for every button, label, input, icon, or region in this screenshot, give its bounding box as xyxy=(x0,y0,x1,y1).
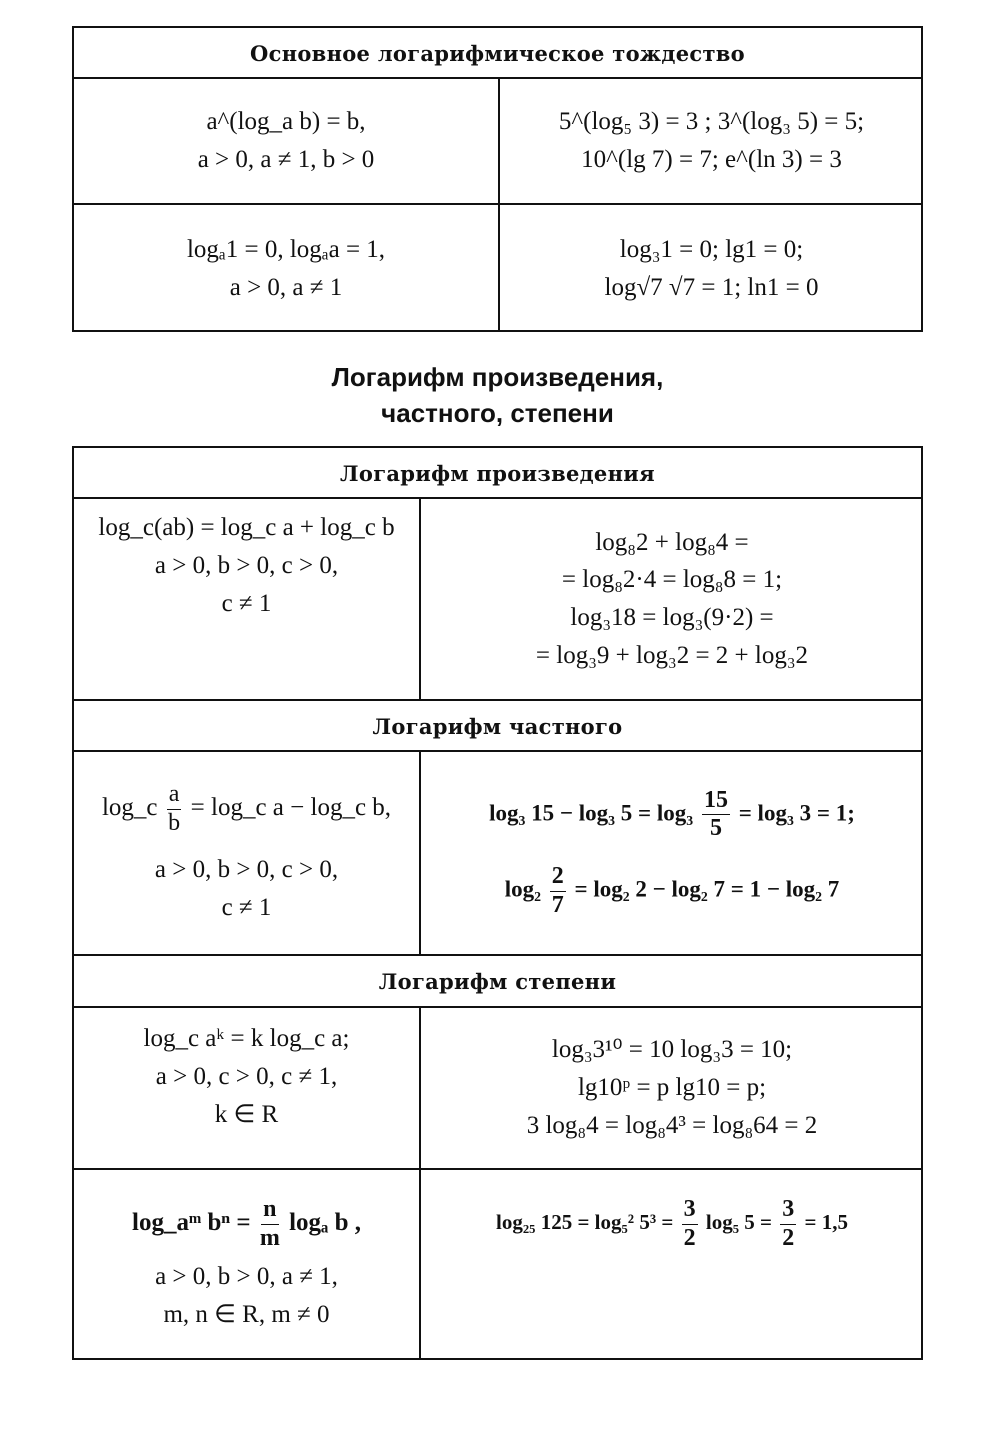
quotient-header: Логарифм частного xyxy=(372,713,623,739)
fraction-denominator: b xyxy=(168,809,181,836)
identity-example-2: 10^(lg 7) = 7; e^(ln 3) = 3 xyxy=(581,146,842,173)
quotient-example-1-suffix: = log₃ 3 = 1; xyxy=(738,800,855,826)
log-of-one-conditions: a > 0, a ≠ 1 xyxy=(229,273,343,301)
section-title-line-1: Логарифм произведения, xyxy=(331,362,664,392)
fraction-numerator: n xyxy=(261,1196,278,1225)
base-power-example-fraction-1 xyxy=(682,1196,698,1252)
product-conditions-1: a > 0, b > 0, c > 0, xyxy=(154,551,339,579)
fraction-denominator: 5 xyxy=(709,815,722,842)
quotient-example-1-fraction xyxy=(702,787,730,843)
fraction-numerator: a xyxy=(167,781,182,810)
properties-table xyxy=(72,446,923,1360)
quotient-example-2-fraction xyxy=(550,863,566,919)
base-power-fraction xyxy=(260,1196,280,1252)
log-of-one-example-2: log√7 √7 = 1; ln1 = 0 xyxy=(604,273,819,301)
power-formula: log_c aᵏ = k log_c a; xyxy=(143,1025,350,1052)
base-power-example xyxy=(496,1196,848,1252)
power-header: Логарифм степени xyxy=(378,968,617,994)
base-power-conditions-2: m, n ∈ R, m ≠ 0 xyxy=(163,1300,330,1328)
fraction-denominator: 2 xyxy=(683,1224,696,1251)
quotient-formula-prefix: log_c xyxy=(101,793,158,821)
power-conditions-1: a > 0, c > 0, c ≠ 1, xyxy=(155,1062,338,1090)
quotient-example-cell xyxy=(421,752,923,954)
base-power-formula-cell xyxy=(74,1170,419,1360)
identity-conditions: a > 0, a ≠ 1, b > 0 xyxy=(197,146,375,173)
power-example-3: 3 log₈4 = log₈4³ = log₈64 = 2 xyxy=(526,1111,818,1139)
fraction-denominator: m xyxy=(259,1224,280,1251)
base-power-example-fraction-2 xyxy=(780,1196,796,1252)
power-example-2: lg10ᵖ = p lg10 = p; xyxy=(577,1074,767,1102)
identity-example-cell xyxy=(500,79,923,203)
product-header: Логарифм произведения xyxy=(340,460,655,486)
power-formula-cell xyxy=(74,1008,419,1168)
base-power-formula xyxy=(132,1196,361,1252)
fraction-numerator: 3 xyxy=(780,1196,796,1225)
base-power-formula-prefix: log_aᵐ bⁿ = xyxy=(132,1208,251,1236)
quotient-conditions-1: a > 0, b > 0, c > 0, xyxy=(154,856,339,884)
base-power-formula-suffix: logₐ b , xyxy=(289,1208,361,1236)
product-formula: log_c(ab) = log_c a + log_c b xyxy=(98,514,395,541)
product-example-2: = log₈2·4 = log₈8 = 1; xyxy=(561,566,783,594)
quotient-example-1-prefix: log₃ 15 − log₃ 5 = log₃ xyxy=(489,800,694,826)
fraction-numerator: 2 xyxy=(550,863,566,892)
product-example-3: log₃18 = log₃(9·2) = xyxy=(570,604,774,631)
quotient-formula-suffix: = log_c a − log_c b, xyxy=(190,793,392,821)
product-example-cell xyxy=(421,499,923,699)
section-title-line-2: частного, степени xyxy=(381,398,614,428)
quotient-fraction xyxy=(167,781,182,837)
log-of-one-example-1: log₃1 = 0; lg1 = 0; xyxy=(619,235,804,263)
fraction-denominator: 2 xyxy=(782,1224,795,1251)
fraction-denominator: 7 xyxy=(551,891,564,918)
base-power-example-cell xyxy=(421,1170,923,1360)
log-of-one-cell xyxy=(74,205,498,332)
base-power-example-suffix: = 1,5 xyxy=(804,1209,848,1234)
log-of-one-example-cell xyxy=(500,205,923,332)
power-example-cell xyxy=(421,1008,923,1168)
identity-formula: a^(log_a b) = b, xyxy=(206,108,366,136)
quotient-example-1 xyxy=(489,787,855,843)
base-power-example-prefix: log₂₅ 125 = log₅² 5³ = xyxy=(496,1209,674,1234)
quotient-formula xyxy=(102,781,391,837)
identity-formula-cell xyxy=(74,79,498,203)
quotient-example-2 xyxy=(505,863,840,919)
identity-example-1: 5^(log₅ 3) = 3 ; 3^(log₃ 5) = 5; xyxy=(558,108,865,136)
base-power-example-mid: log₅ 5 = xyxy=(705,1209,772,1234)
product-example-4: = log₃9 + log₃2 = 2 + log₃2 xyxy=(535,641,809,669)
log-of-one-formula: logₐ1 = 0, logₐa = 1, xyxy=(186,235,386,263)
base-power-conditions-1: a > 0, b > 0, a ≠ 1, xyxy=(155,1263,338,1291)
product-formula-cell xyxy=(74,499,419,699)
power-conditions-2: k ∈ R xyxy=(214,1100,279,1128)
fraction-numerator: 3 xyxy=(682,1196,698,1225)
quotient-example-2-suffix: = log₂ 2 − log₂ 7 = 1 − log₂ 7 xyxy=(574,876,840,902)
quotient-example-2-prefix: log₂ xyxy=(504,876,541,902)
quotient-conditions-2: c ≠ 1 xyxy=(221,894,272,922)
quotient-formula-cell xyxy=(74,752,419,954)
fraction-numerator: 15 xyxy=(702,787,730,816)
power-example-1: log₃3¹⁰ = 10 log₃3 = 10; xyxy=(551,1036,793,1064)
identity-table-header: Основное логарифмическое тождество xyxy=(250,40,745,66)
product-example-1: log₈2 + log₈4 = xyxy=(595,528,749,556)
product-conditions-2: c ≠ 1 xyxy=(221,589,272,617)
identity-table xyxy=(72,26,923,332)
